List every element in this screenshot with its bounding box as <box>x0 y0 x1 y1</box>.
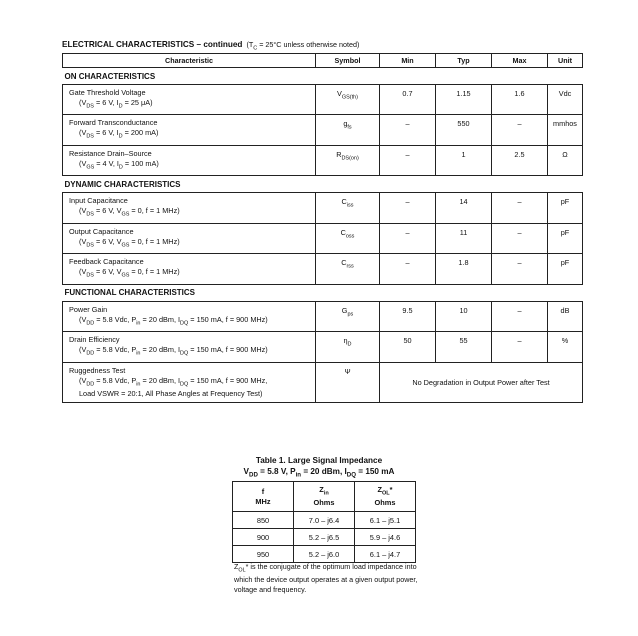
header-characteristic: Characteristic <box>63 54 316 68</box>
header-zin: $Z_{in}$ Ohms <box>294 482 355 512</box>
symbol-cell: Ψ <box>316 362 380 402</box>
characteristic-name: Resistance Drain–Source <box>69 148 152 158</box>
characteristic-cell <box>63 223 316 253</box>
section-header-row <box>63 284 583 301</box>
frequency-cell: 950 <box>233 546 294 563</box>
section-title: ON CHARACTERISTICS <box>63 68 583 85</box>
symbol-cell: $G_{ps}$ <box>316 301 380 331</box>
typ-cell: 1 <box>436 145 492 175</box>
impedance-footnote: $Z_{OL}*$ is the conjugate of the optimum load impedance into which the device output operates at a given output power, voltage and frequency. <box>234 562 418 595</box>
typ-cell: 11 <box>436 223 492 253</box>
characteristic-name: Output Capacitance <box>69 226 134 236</box>
max-cell: 1.6 <box>492 85 548 115</box>
table-row <box>63 85 583 115</box>
table-row <box>63 301 583 331</box>
section-title: DYNAMIC CHARACTERISTICS <box>63 176 583 193</box>
table-row <box>63 145 583 175</box>
electrical-characteristics-title <box>62 40 359 51</box>
characteristic-name: Drain Efficiency <box>69 335 120 345</box>
header-min: Min <box>380 54 436 68</box>
max-cell: – <box>492 254 548 284</box>
max-cell: – <box>492 301 548 331</box>
unit-cell: pF <box>548 223 583 253</box>
frequency-cell: 900 <box>233 529 294 546</box>
frequency-cell: 850 <box>233 512 294 529</box>
title-text: ELECTRICAL CHARACTERISTICS – continued <box>62 40 243 49</box>
title-note <box>246 40 360 52</box>
note-pre: (T <box>246 40 254 49</box>
typ-cell: 10 <box>436 301 492 331</box>
symbol-cell: $g_{fs}$ <box>316 115 380 145</box>
typ-cell: 1.8 <box>436 254 492 284</box>
unit-cell: % <box>548 332 583 362</box>
test-condition: ($V_{GS} = 4$ V, $I_D = 100$ mA) <box>79 158 159 171</box>
zin-cell: 7.0 – j6.4 <box>294 512 355 529</box>
zol-cell: 5.9 – j4.6 <box>355 529 416 546</box>
characteristic-name: Feedback Capacitance <box>69 257 144 267</box>
max-cell: – <box>492 115 548 145</box>
min-cell: – <box>380 145 436 175</box>
typ-cell: 55 <box>436 332 492 362</box>
unit-cell: Ω <box>548 145 583 175</box>
characteristic-name: Forward Transconductance <box>69 118 158 128</box>
test-condition: ($V_{DS} = 6$ V, $V_{GS} = 0$, f = 1 MHz) <box>79 206 180 218</box>
test-condition: ($V_{DD} = 5.8$ Vdc, $P_{in} = 20$ dBm, $I_{DQ} = 150$ mA, f = 900 MHz) <box>79 345 268 357</box>
min-cell: 0.7 <box>380 85 436 115</box>
max-cell: – <box>492 332 548 362</box>
zol-cell: 6.1 – j5.1 <box>355 512 416 529</box>
min-cell: – <box>380 115 436 145</box>
electrical-characteristics-table <box>62 53 583 403</box>
unit-cell: dB <box>548 301 583 331</box>
section-header-row <box>63 68 583 85</box>
unit-cell: pF <box>548 254 583 284</box>
ruggedness-result: No Degradation in Output Power after Test <box>380 362 583 402</box>
header-typ: Typ <box>436 54 492 68</box>
max-cell: 2.5 <box>492 145 548 175</box>
max-cell: – <box>492 223 548 253</box>
unit-cell: Vdc <box>548 85 583 115</box>
symbol-cell: $C_{rss}$ <box>316 254 380 284</box>
header-symbol: Symbol <box>316 54 380 68</box>
characteristic-cell <box>63 85 316 115</box>
table-row <box>233 529 416 546</box>
symbol-cell: $V_{GS(th)}$ <box>316 85 380 115</box>
symbol-cell: $C_{iss}$ <box>316 193 380 223</box>
min-cell: 50 <box>380 332 436 362</box>
characteristic-cell <box>63 254 316 284</box>
max-cell: – <box>492 193 548 223</box>
unit-cell: pF <box>548 193 583 223</box>
min-cell: – <box>380 254 436 284</box>
section-header-row <box>63 176 583 193</box>
characteristic-name: Gate Threshold Voltage <box>69 88 146 97</box>
zol-cell: 6.1 – j4.7 <box>355 546 416 563</box>
zin-cell: 5.2 – j6.5 <box>294 529 355 546</box>
characteristic-cell <box>63 145 316 175</box>
characteristic-cell <box>63 332 316 362</box>
impedance-caption: Table 1. Large Signal Impedance <box>255 456 383 465</box>
test-condition: ($V_{DS} = 6$ V, $V_{GS} = 0$, f = 1 MHz) <box>79 236 180 249</box>
table-row <box>63 193 583 223</box>
characteristic-cell <box>63 115 316 145</box>
header-frequency: f MHz <box>233 482 294 512</box>
table-row <box>63 362 583 402</box>
section-title: FUNCTIONAL CHARACTERISTICS <box>63 284 583 301</box>
table-row <box>63 115 583 145</box>
min-cell: – <box>380 223 436 253</box>
characteristic-cell <box>63 301 316 331</box>
test-condition: ($V_{DS} = 6$ V, $V_{GS} = 0$, f = 1 MHz) <box>79 267 180 279</box>
large-signal-impedance-table <box>232 481 416 563</box>
characteristic-cell <box>63 193 316 223</box>
characteristic-name: Power Gain <box>69 304 108 314</box>
typ-cell: 550 <box>436 115 492 145</box>
impedance-header-row <box>233 482 416 512</box>
header-max: Max <box>492 54 548 68</box>
characteristic-name: Ruggedness Test <box>69 365 126 375</box>
characteristic-cell <box>63 362 316 402</box>
header-unit: Unit <box>548 54 583 68</box>
symbol-cell: $C_{oss}$ <box>316 223 380 253</box>
test-condition: ($V_{DD} = 5.8$ Vdc, $P_{in} = 20$ dBm, $I_{DQ} = 150$ mA, f = 900 MHz, <box>79 375 268 388</box>
zin-cell: 5.2 – j6.0 <box>294 546 355 563</box>
min-cell: 9.5 <box>380 301 436 331</box>
min-cell: – <box>380 193 436 223</box>
test-condition: ($V_{DS} = 6$ V, $I_D = 200$ mA) <box>79 128 159 140</box>
typ-cell: 14 <box>436 193 492 223</box>
header-zol: $Z_{OL}*$ Ohms <box>355 482 416 512</box>
test-condition: ($V_{DD} = 5.8$ Vdc, $P_{in} = 20$ dBm, $I_{DQ} = 150$ mA, f = 900 MHz) <box>79 314 268 327</box>
note-sub: C <box>253 45 258 52</box>
impedance-conditions: $V_{DD} = 5.8$ V, $P_{in} = 20$ dBm, $I_{DQ} = 150$ mA <box>243 467 395 479</box>
characteristic-name: Input Capacitance <box>69 196 128 206</box>
table-row <box>63 254 583 284</box>
table-row <box>63 332 583 362</box>
test-condition-continued: Load VSWR = 20:1, All Phase Angles at Frequency Test) <box>79 389 263 399</box>
symbol-cell: $\eta_D$ <box>316 332 380 362</box>
symbol-cell: $R_{DS(on)}$ <box>316 145 380 175</box>
table-row <box>233 546 416 563</box>
table-row <box>63 223 583 253</box>
table-row <box>233 512 416 529</box>
test-condition: ($V_{DS} = 6$ V, $I_D = 25$ μA) <box>79 98 153 110</box>
unit-cell: mmhos <box>548 115 583 145</box>
typ-cell: 1.15 <box>436 85 492 115</box>
note-post: = 25°C unless otherwise noted) <box>257 40 360 49</box>
table-header-row <box>63 54 583 68</box>
